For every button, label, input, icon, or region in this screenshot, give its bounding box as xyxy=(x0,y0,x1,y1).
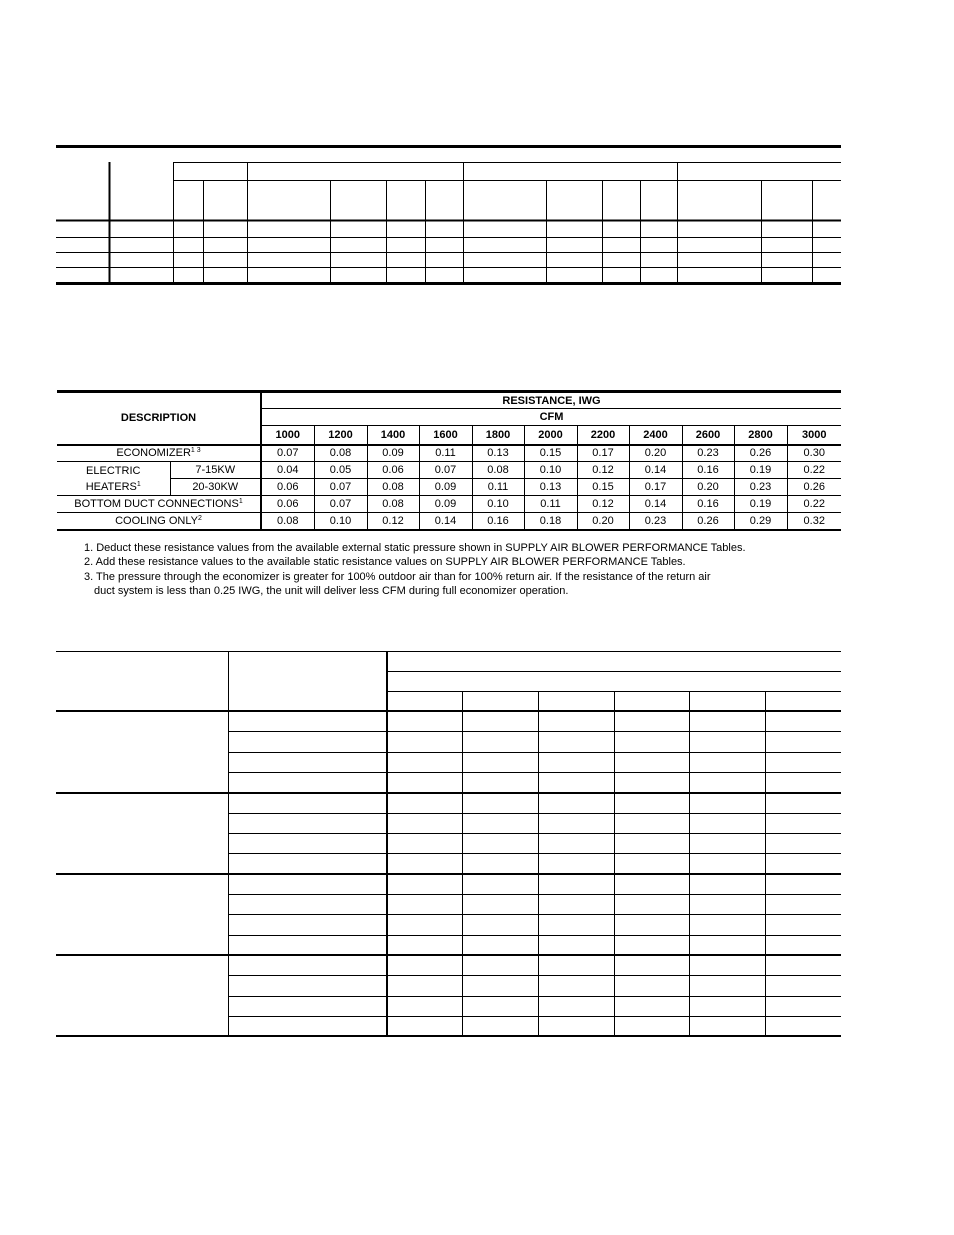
value-cell: 0.06 xyxy=(367,462,419,479)
value-cell: 0.11 xyxy=(524,496,577,513)
row-label: COOLING ONLY$^2$ xyxy=(57,513,261,530)
value-cell: 0.22 xyxy=(787,496,841,513)
value-cell: 0.09 xyxy=(419,479,472,496)
value-cell: 0.07 xyxy=(261,445,314,462)
value-cell: 0.10 xyxy=(472,496,524,513)
row-economizer xyxy=(57,445,841,462)
value-cell: 0.05 xyxy=(314,462,367,479)
row-label-electric-heaters: ELECTRIC HEATERS$^1$ xyxy=(57,462,170,496)
value-cell: 0.17 xyxy=(629,479,682,496)
value-cell: 0.18 xyxy=(524,513,577,530)
table-top-lines xyxy=(56,147,841,284)
note-1: 1. Deduct these resistance values from the available external static pressure shown in SUPPLY AIR BLOWER PERFORMANCE Tables. xyxy=(84,542,746,554)
value-cell: 0.08 xyxy=(472,462,524,479)
value-cell: 0.06 xyxy=(261,479,314,496)
cfm-value: 2600 xyxy=(682,426,734,445)
cfm-value: 2000 xyxy=(524,426,577,445)
value-cell: 0.23 xyxy=(682,445,734,462)
value-cell: 0.20 xyxy=(629,445,682,462)
value-cell: 0.14 xyxy=(629,462,682,479)
value-cell: 0.07 xyxy=(419,462,472,479)
cfm-value: 3000 xyxy=(787,426,841,445)
value-cell: 0.12 xyxy=(367,513,419,530)
value-cell: 0.13 xyxy=(472,445,524,462)
row-electric-heaters-2 xyxy=(57,479,841,496)
value-cell: 0.32 xyxy=(787,513,841,530)
value-cell: 0.26 xyxy=(734,445,787,462)
value-cell: 0.29 xyxy=(734,513,787,530)
value-cell: 0.30 xyxy=(787,445,841,462)
cfm-value: 1000 xyxy=(261,426,314,445)
resistance-table xyxy=(57,390,841,531)
cfm-value: 1400 xyxy=(367,426,419,445)
note-2: 2. Add these resistance values to the available static resistance values on SUPPLY AIR BLOWER PERFORMANCE Tables. xyxy=(84,556,686,569)
value-cell: 0.16 xyxy=(682,462,734,479)
cfm-value: 2400 xyxy=(629,426,682,445)
value-cell: 0.20 xyxy=(682,479,734,496)
value-cell: 0.04 xyxy=(261,462,314,479)
row-cooling-only xyxy=(57,513,841,530)
value-cell: 0.13 xyxy=(524,479,577,496)
table-bottom-lines xyxy=(56,651,841,1036)
value-cell: 0.09 xyxy=(419,496,472,513)
value-cell: 0.10 xyxy=(524,462,577,479)
row-sublabel: 20-30KW xyxy=(170,479,261,496)
cfm-value: 1200 xyxy=(314,426,367,445)
cfm-value: 1800 xyxy=(472,426,524,445)
table-notes xyxy=(84,541,746,598)
value-cell: 0.22 xyxy=(787,462,841,479)
value-cell: 0.14 xyxy=(419,513,472,530)
value-cell: 0.26 xyxy=(682,513,734,530)
row-electric-heaters-1 xyxy=(57,462,841,479)
value-cell: 0.16 xyxy=(682,496,734,513)
row-label: $ECONOMIZER^{1 3}$ xyxy=(57,445,261,462)
value-cell: 0.09 xyxy=(367,445,419,462)
value-cell: 0.17 xyxy=(577,445,629,462)
value-cell: 0.15 xyxy=(524,445,577,462)
value-cell: 0.23 xyxy=(629,513,682,530)
note-3: 3. The pressure through the economizer is greater for 100% outdoor air than for 100% return air. If the resistance of the return air xyxy=(84,570,711,583)
value-cell: 0.10 xyxy=(314,513,367,530)
row-label: BOTTOM DUCT CONNECTIONS$^1$ xyxy=(57,496,261,513)
row-bottom-duct xyxy=(57,496,841,513)
value-cell: 0.08 xyxy=(261,513,314,530)
value-cell: 0.14 xyxy=(629,496,682,513)
cfm-value: 2200 xyxy=(577,426,629,445)
value-cell: 0.20 xyxy=(577,513,629,530)
value-cell: 0.19 xyxy=(734,496,787,513)
value-cell: 0.11 xyxy=(419,445,472,462)
cfm-value: 1600 xyxy=(419,426,472,445)
value-cell: 0.15 xyxy=(577,479,629,496)
value-cell: 0.08 xyxy=(367,496,419,513)
value-cell: 0.23 xyxy=(734,479,787,496)
value-cell: 0.06 xyxy=(261,496,314,513)
value-cell: 0.07 xyxy=(314,496,367,513)
cfm-value: 2800 xyxy=(734,426,787,445)
empty-table-top xyxy=(0,0,954,300)
value-cell: 0.12 xyxy=(577,462,629,479)
value-cell: 0.16 xyxy=(472,513,524,530)
row-sublabel: 7-15KW xyxy=(170,462,261,479)
value-cell: 0.08 xyxy=(314,445,367,462)
note-3-continued: duct system is less than 0.25 IWG, the unit will deliver less CFM during full economizer operation. xyxy=(94,584,569,597)
value-cell: 0.11 xyxy=(472,479,524,496)
resistance-header: RESISTANCE, IWG xyxy=(261,392,841,409)
value-cell: 0.19 xyxy=(734,462,787,479)
value-cell: 0.26 xyxy=(787,479,841,496)
value-cell: 0.07 xyxy=(314,479,367,496)
value-cell: 0.12 xyxy=(577,496,629,513)
cfm-header: CFM xyxy=(261,409,841,426)
value-cell: 0.08 xyxy=(367,479,419,496)
description-header: DESCRIPTION xyxy=(57,392,261,445)
